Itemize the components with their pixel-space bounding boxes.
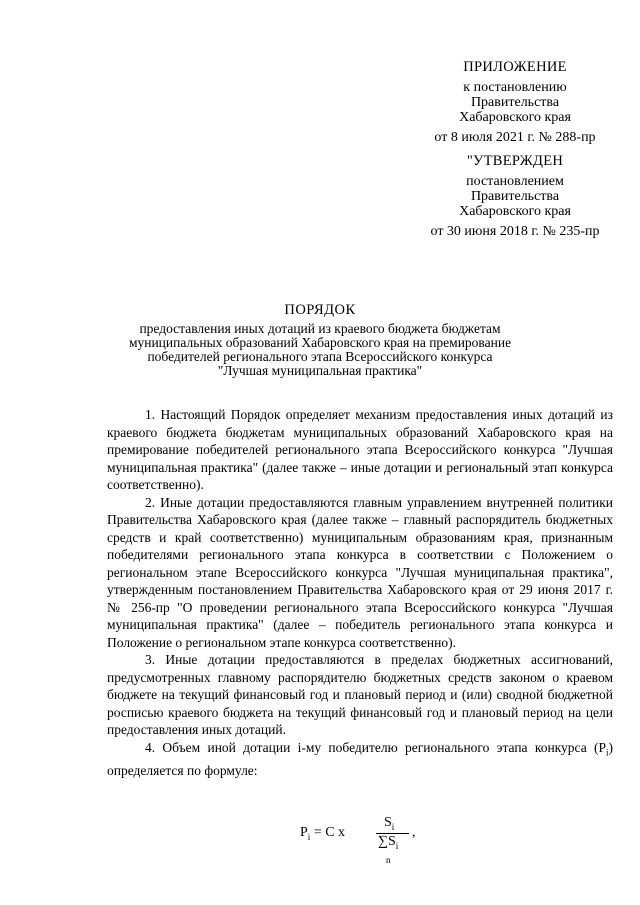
attachment-line: Хабаровского края — [459, 110, 571, 125]
subtitle-line: муниципальных образований Хабаровского края на премирование — [128, 335, 512, 350]
approval-line: Хабаровского края — [459, 204, 571, 219]
attachment-date: от 8 июля 2021 г. № 288-пр — [434, 130, 596, 145]
document-body — [107, 406, 613, 779]
approval-header — [400, 154, 630, 239]
formula-denominator: $\sum S_i$ — [378, 834, 399, 851]
subtitle-line: предоставления иных дотаций из краевого бюджета бюджетам — [139, 321, 501, 336]
attachment-line: к постановлению — [463, 80, 567, 95]
approval-line: Правительства — [470, 189, 560, 204]
approval-date: от 30 июня 2018 г. № 235-пр — [430, 224, 600, 239]
attachment-line: Правительства — [470, 95, 560, 110]
formula-lhs: $P_i = C$ x — [300, 825, 346, 842]
paragraph-4: 4. Объем иной дотации i-му победителю регионального этапа конкурса $(P_i)$ определяется по формуле: — [107, 739, 613, 778]
approval-title: "УТВЕРЖДЕН — [466, 153, 564, 169]
paragraph-2: 2. Иные дотации предоставляются главным управлением внутренней политики Правительства Хабаровского края (далее также – главный распорядитель бюджетных средств и край соответственно) муниципальным образованиям края, признанным победителями регионального этапа конкурса в соответствии с Положением о региональном этапе Всероссийского конкурса "Лучшая муниципальная практика", утвержденным постановлением Правительства Хабаровского края от 29 июня 2017 г. № 256-пр "О проведении регионального этапа Всероссийского конкурса "Лучшая муниципальная практика" (далее – победитель регионального этапа конкурса и Положение о региональном этапе конкурса соответственно). — [107, 494, 613, 650]
paragraph-3: 3. Иные дотации предоставляются в пределах бюджетных ассигнований, предусмотренных главному распорядителю бюджетных средств законом о краевом бюджете на текущий финансовый год и плановый период и (или) сводной бюджетной росписью краевого бюджета на текущий финансовый год и плановый период на цели предоставления иных дотаций. — [107, 652, 613, 737]
formula — [300, 815, 440, 865]
formula-comma: , — [412, 825, 416, 840]
paragraph-4-text: 4. Объем иной дотации i-му победителю регионального этапа конкурса — [145, 739, 587, 755]
paragraph-4-end: определяется по формуле: — [107, 762, 258, 778]
subtitle-line: победителей регионального этапа Всероссийского конкурса — [147, 349, 493, 364]
subtitle-line: "Лучшая муниципальная практика" — [217, 363, 423, 378]
formula-sum-index: n — [386, 855, 391, 865]
formula-numerator: $S_i$ — [384, 815, 395, 832]
document-subtitle — [110, 322, 530, 378]
paragraph-1: 1. Настоящий Порядок определяет механизм предоставления иных дотаций из краевого бюджета бюджетам муниципальных образований Хабаровского края на премирование победителей регионального этапа Всероссийского конкурса "Лучшая муниципальная практика" (далее также – иные дотации и региональный этап конкурса соответственно). — [107, 407, 613, 492]
paragraph-4-subscript: i — [605, 747, 609, 758]
approval-line: постановлением — [466, 174, 564, 189]
attachment-title: ПРИЛОЖЕНИЕ — [463, 59, 567, 75]
attachment-header — [400, 60, 630, 145]
paragraph-4-symbol: P — [598, 739, 606, 755]
document-title: ПОРЯДОК — [284, 302, 356, 318]
